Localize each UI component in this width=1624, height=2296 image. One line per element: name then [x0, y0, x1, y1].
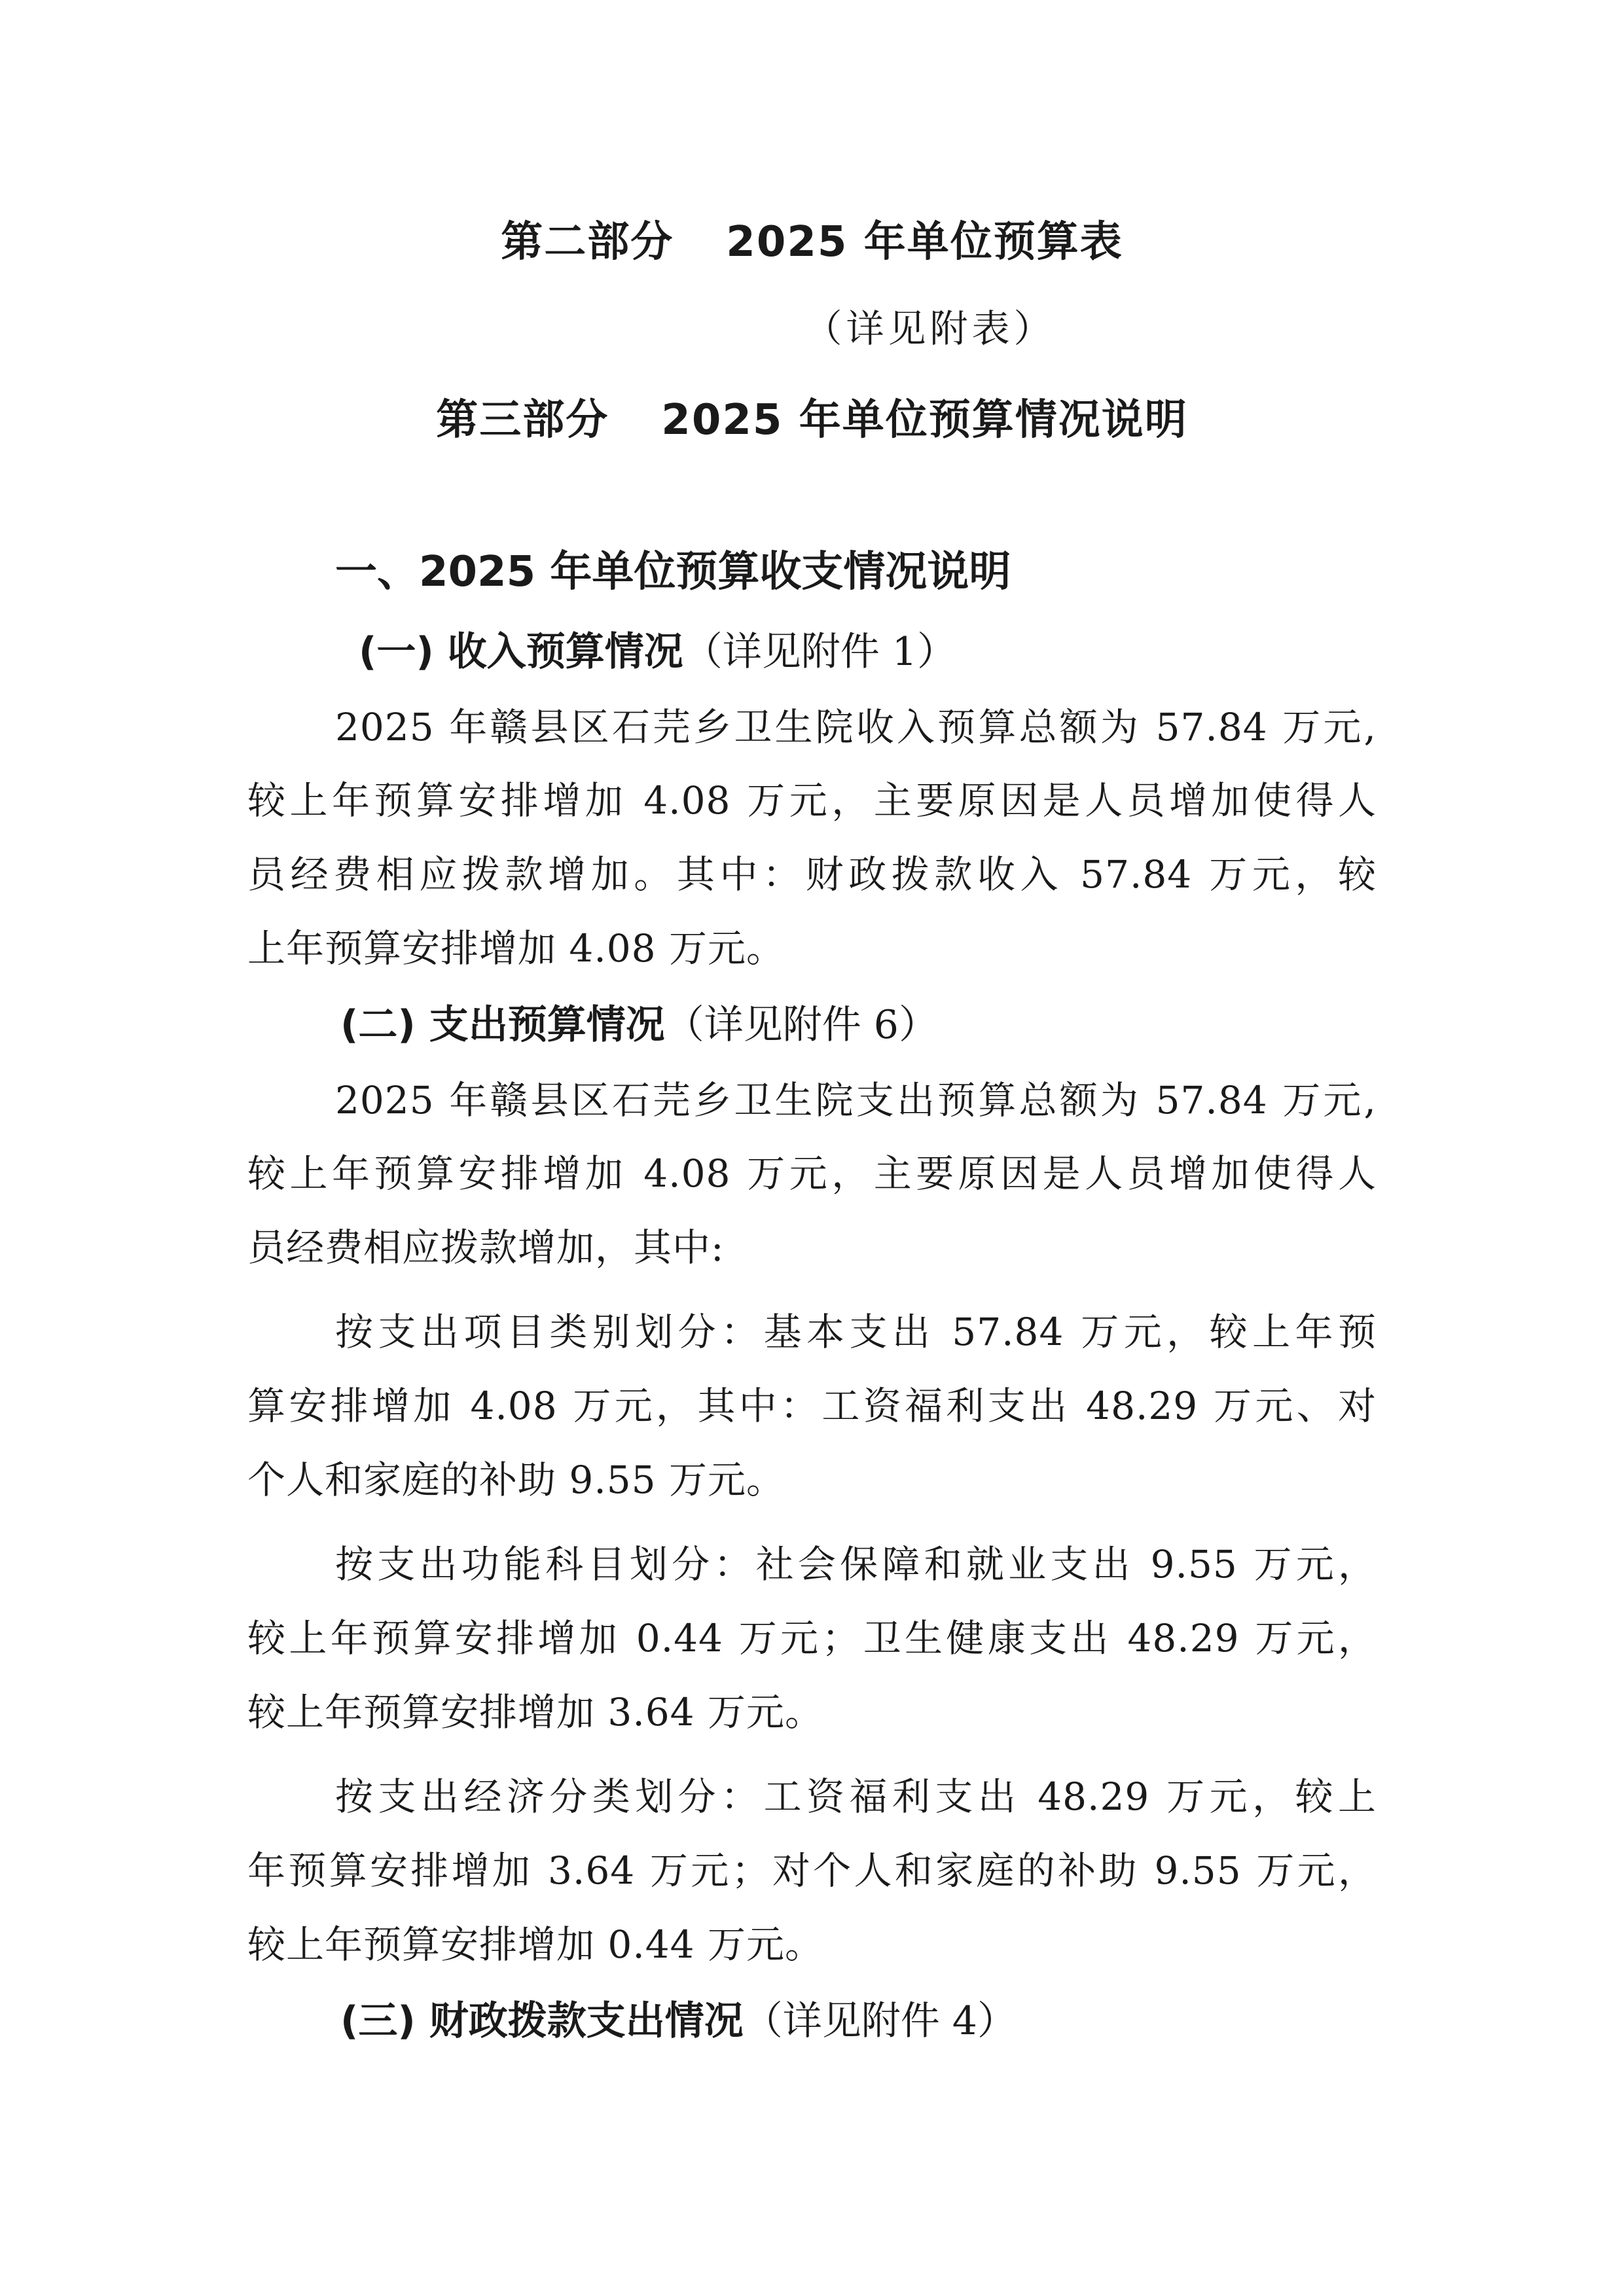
by-project-line-2: 算安排增加 4.08 万元，其中：工资福利支出 48.29 万元、对 — [247, 1384, 1377, 1428]
income-line-3: 员经费相应拨款增加。其中：财政拨款收入 57.84 万元，较 — [247, 852, 1377, 897]
by-economic-line-3: 较上年预算安排增加 0.44 万元。 — [247, 1922, 824, 1967]
expense-line-3: 员经费相应拨款增加，其中: — [247, 1225, 725, 1270]
part3-title-left: 第三部分 — [436, 396, 609, 444]
fiscal-ref: （详见附件 4） — [743, 1998, 1017, 2044]
income-heading-text: (一) 收入预算情况 — [359, 629, 683, 675]
part3-title-right: 2025 年单位预算情况说明 — [661, 396, 1188, 444]
by-function-line-1: 按支出功能科目划分：社会保障和就业支出 9.55 万元， — [335, 1542, 1377, 1587]
part2-title-right: 2025 年单位预算表 — [726, 218, 1123, 266]
by-economic-line-2: 年预算安排增加 3.64 万元；对个人和家庭的补助 9.55 万元， — [247, 1848, 1377, 1893]
by-function-line-2: 较上年预算安排增加 0.44 万元；卫生健康支出 48.29 万元， — [247, 1616, 1377, 1660]
by-project-line-3: 个人和家庭的补助 9.55 万元。 — [247, 1458, 785, 1502]
fiscal-heading — [340, 1990, 1017, 2046]
fiscal-heading-text: (三) 财政拨款支出情况 — [340, 1998, 744, 2044]
income-ref: （详见附件 1） — [683, 629, 956, 675]
expense-line-1: 2025 年赣县区石芫乡卫生院支出预算总额为 57.84 万元, — [335, 1078, 1377, 1122]
part2-note: （详见附表） — [804, 306, 1056, 351]
by-function-line-3: 较上年预算安排增加 3.64 万元。 — [247, 1690, 824, 1734]
expense-ref: （详见附件 6） — [664, 1002, 938, 1048]
income-heading — [359, 620, 956, 677]
income-line-4: 上年预算安排增加 4.08 万元。 — [247, 926, 785, 971]
part2-title-left: 第二部分 — [501, 218, 674, 266]
expense-heading — [340, 994, 938, 1050]
by-economic-line-1: 按支出经济分类划分：工资福利支出 48.29 万元，较上 — [335, 1774, 1377, 1819]
income-line-2: 较上年预算安排增加 4.08 万元，主要原因是人员增加使得人 — [247, 778, 1377, 823]
section1-heading: 一、2025 年单位预算收支情况说明 — [335, 548, 1011, 596]
expense-line-2: 较上年预算安排增加 4.08 万元，主要原因是人员增加使得人 — [247, 1151, 1377, 1196]
income-line-1: 2025 年赣县区石芫乡卫生院收入预算总额为 57.84 万元, — [335, 705, 1377, 749]
part2-title — [0, 208, 1624, 268]
by-project-line-1: 按支出项目类别划分：基本支出 57.84 万元，较上年预 — [335, 1310, 1377, 1354]
expense-heading-text: (二) 支出预算情况 — [340, 1002, 665, 1048]
part3-title — [0, 386, 1624, 446]
